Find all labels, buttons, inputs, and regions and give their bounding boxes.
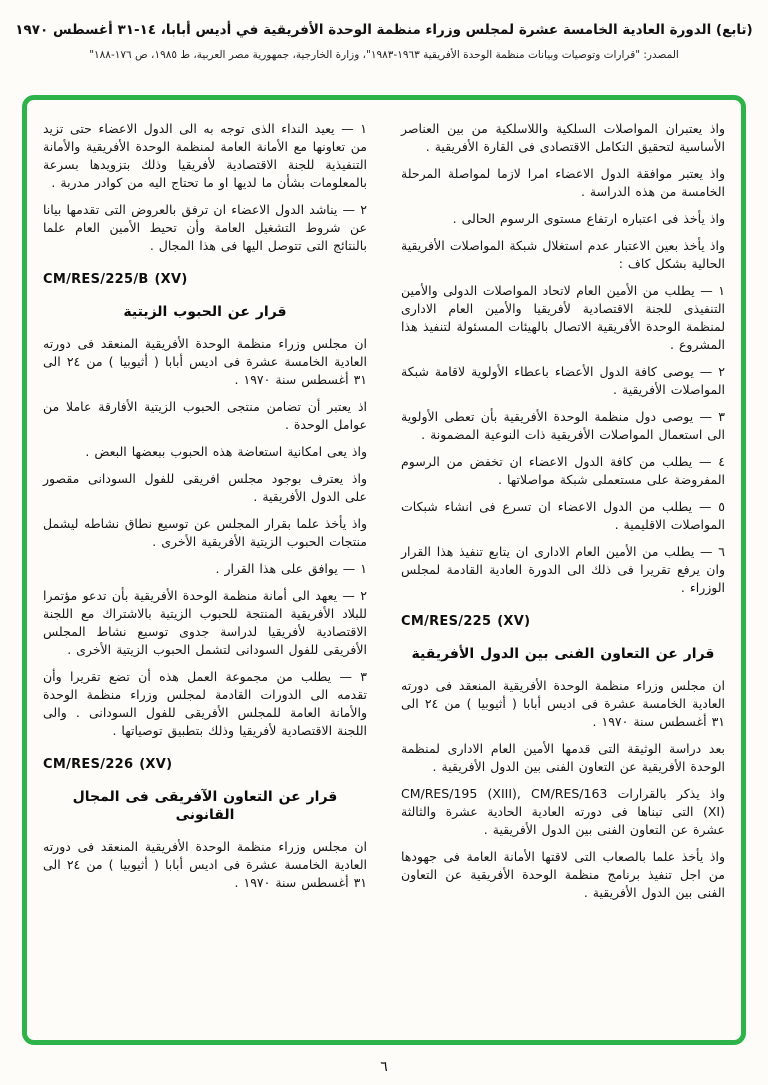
- column-right: [401, 120, 725, 1026]
- paragraph: واذ يذكر بالقرارات CM/RES/195 (XIII), CM/RES/163 (XI) التى تبناها فى دورته العادية الحادية عشرة والثالثة عشرة عن التعاون الفنى بين الدول الأفريقية .: [401, 786, 726, 837]
- paragraph: ٤ — يطلب من كافة الدول الاعضاء ان تخفض من الرسوم المفروضة على مستعملى شبكة مواصلاتها .: [401, 454, 725, 487]
- column-left: [43, 120, 367, 1026]
- paragraph: ١ — يطلب من الأمين العام لاتحاد المواصلات الدولى والأمين التنفيذى للجنة الاقتصادية لأفريقيا والأمين العام الادارى لمنظمة الوحدة الأفريقية الاتصال بالهيئات المسئولة لتنفيذ هذا المشروع .: [401, 283, 725, 352]
- paragraph: واذ يعى امكانية استعاضة هذه الحبوب ببعضها البعض .: [85, 444, 367, 459]
- resolution-code: CM/RES/225 (XV): [401, 614, 531, 629]
- paragraph: واذ يعتبران المواصلات السلكية واللاسلكية من بين العناصر الأساسية لتحقيق التكامل الاقتصادى فى القارة الأفريقية .: [401, 121, 725, 154]
- paragraph: ٦ — يطلب من الأمين العام الادارى ان يتابع تنفيذ هذا القرار وان يرفع تقريرا فى ذلك الى الدورة العادية القادمة لمجلس الوزراء .: [401, 544, 725, 595]
- resolution-title: قرار عن التعاون الفنى بين الدول الأفريقية: [411, 646, 715, 662]
- resolution-code: CM/RES/225/B (XV): [43, 272, 188, 287]
- content-box: [22, 95, 746, 1045]
- paragraph: ٢ — يوصى كافة الدول الأعضاء باعطاء الأولوية لاقامة شبكة المواصلات الأفريقية .: [401, 364, 725, 397]
- page-number: ٦: [380, 1059, 388, 1075]
- paragraph: ان مجلس وزراء منظمة الوحدة الأفريقية المنعقد فى دورته العادية الخامسة عشرة فى اديس أبابا ( أثيوبيا ) من ٢٤ الى ٣١ أغسطس سنة ١٩٧٠ .: [43, 839, 367, 890]
- paragraph: ٣ — يوصى دول منظمة الوحدة الأفريقية بأن تعطى الأولوية الى استعمال المواصلات الأفريقية ذات النوعية المضمونة .: [401, 409, 725, 442]
- paragraph: اذ يعتبر أن تضامن منتجى الحبوب الزيتية الأفارقة عاملا من عوامل الوحدة .: [43, 399, 367, 432]
- paragraph: واذ يأخذ علما بالصعاب التى لاقتها الأمانة العامة فى جهودها من اجل تنفيذ برنامج منظمة الوحدة الأفريقية عن التعاون الفنى بين الدول الأفريقية .: [401, 849, 725, 900]
- paragraph: ١ — يعيد النداء الذى توجه به الى الدول الاعضاء حتى تزيد من تعاونها مع الأمانة العامة لمنظمة الوحدة الأفريقية والأمانة التنفيذية للجنة الاقتصادية لأفريقيا وذلك بتزويدها بسرعة بالمعلومات بشأن ما لديها او ما تحتاج اليه من كوادر مدربة .: [43, 121, 367, 190]
- paragraph: واذ يعتبر موافقة الدول الاعضاء امرا لازما لمواصلة المرحلة الخامسة من هذه الدراسة .: [401, 166, 725, 199]
- paragraph: ٣ — يطلب من مجموعة العمل هذه أن تضع تقريرا وأن تقدمه الى الدورات القادمة لمجلس وزراء منظمة الوحدة والأمانة العامة للمجلس الأفريقى للفول السودانى . والى اللجنة الاقتصادية لأفريقيا وذلك بتطبيق توصياتها .: [43, 669, 367, 738]
- paragraph: ان مجلس وزراء منظمة الوحدة الأفريقية المنعقد فى دورته العادية الخامسة عشرة فى اديس أبابا ( أثيوبيا ) من ٢٤ الى ٣١ أغسطس سنة ١٩٧٠ .: [43, 336, 367, 387]
- paragraph: ٥ — يطلب من الدول الاعضاء ان تسرع فى انشاء شبكات المواصلات الاقليمية .: [401, 499, 725, 532]
- paragraph: ٢ — يعهد الى أمانة منظمة الوحدة الأفريقية بأن تدعو مؤتمرا للبلاد الأفريقية المنتجة للحبوب الزيتية بالاشتراك مع اللجنة الاقتصادية لأفريقيا لدراسة جدوى توسيع نشاط المجلس الأفريقى للفول السودانى لتشمل الحبوب الزيتية الأخرى .: [43, 588, 367, 657]
- paragraph: ١ — يوافق على هذا القرار .: [215, 561, 367, 576]
- paragraph: ٢ — يناشد الدول الاعضاء ان ترفق بالعروض التى تقدمها بيانا عن شروط التشغيل العامة وأن تحيط الأمين العام علما بالنتائج التى تتوصل اليها فى هذا المجال .: [43, 202, 367, 253]
- paragraph: ان مجلس وزراء منظمة الوحدة الأفريقية المنعقد فى دورته العادية الخامسة عشرة فى اديس أبابا ( أثيوبيا ) من ٢٤ الى ٣١ أغسطس سنة ١٩٧٠ .: [401, 678, 725, 729]
- source-line: المصدر: "قرارات وتوصيات وبيانات منظمة الوحدة الأفريقية ١٩٦٣-١٩٨٣"، وزارة الخارجية، جمهورية مصر العربية، ط ١٩٨٥، ص ١٧٦-١٨٨": [89, 48, 679, 61]
- resolution-code: CM/RES/226 (XV): [43, 757, 173, 772]
- paragraph: واذ يأخذ بعين الاعتبار عدم استغلال شبكة المواصلات الأفريقية الحالية بشكل كاف :: [401, 238, 725, 271]
- text-columns: [43, 120, 725, 1026]
- paragraph: بعد دراسة الوثيقة التى قدمها الأمين العام الادارى لمنظمة الوحدة الأفريقية عن التعاون الفنى بين الدول الأفريقية .: [401, 741, 725, 774]
- resolution-title: قرار عن الحبوب الزيتية: [123, 304, 287, 320]
- paragraph: واذ يأخذ علما بقرار المجلس عن توسيع نطاق نشاطه ليشمل منتجات الحبوب الزيتية الأفريقية الأخرى .: [43, 516, 367, 549]
- resolution-title: قرار عن التعاون الآفريقى فى المجال القانونى: [72, 789, 338, 823]
- paragraph: واذ يعترف بوجود مجلس افريقى للفول السودانى مقصور على الدول الأفريقية .: [43, 471, 367, 504]
- paragraph: واذ يأخذ فى اعتباره ارتفاع مستوى الرسوم الحالى .: [452, 211, 725, 226]
- session-title: (تابع) الدورة العادية الخامسة عشرة لمجلس وزراء منظمة الوحدة الأفريقية في أديس أبابا، ١٤-٣١ أغسطس ١٩٧٠: [15, 22, 753, 38]
- document-header: [0, 0, 768, 61]
